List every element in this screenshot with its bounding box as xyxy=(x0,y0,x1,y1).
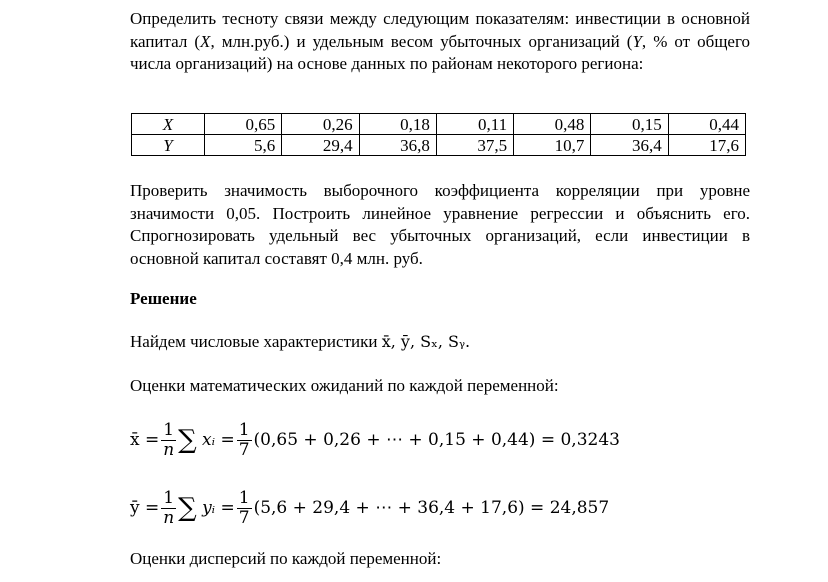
table-cell: 29,4 xyxy=(282,135,359,156)
sum-symbol: ∑ xyxy=(178,425,197,455)
table-cell: 0,44 xyxy=(668,114,745,135)
formula-y-mean: ȳ = $\frac{1}{n}$ ∑ yᵢ = $\frac{1}{7}$ (5,6 + 29,4 + ⋯ + 36,4 + 17,6) = 24,857 xyxy=(130,487,610,528)
table-cell: 10,7 xyxy=(514,135,591,156)
table-cell: 0,26 xyxy=(282,114,359,135)
data-table xyxy=(131,113,746,156)
table-cell: 37,5 xyxy=(436,135,513,156)
fraction-1-over-n: $\frac{1}{n}$ xyxy=(163,487,175,528)
table-cell: 0,48 xyxy=(514,114,591,135)
x-variable: X xyxy=(200,31,211,51)
characteristics-math: x̄, ȳ, Sₓ, Sᵧ. xyxy=(381,332,471,351)
formula-x-mean: x̄ = $\frac{1}{n}$ ∑ xᵢ = $\frac{1}{7}$ (0,65 + 0,26 + ⋯ + 0,15 + 0,44) = 0,3243 xyxy=(130,419,620,460)
table-cell: 36,8 xyxy=(359,135,436,156)
table-cell: 0,15 xyxy=(591,114,668,135)
fraction-1-over-n: $\frac{1}{n}$ xyxy=(163,419,175,460)
table-cell: 0,18 xyxy=(359,114,436,135)
solution-line-3: Оценки дисперсий по каждой переменной: xyxy=(130,549,442,568)
problem-text-3: , % от общего числа организаций) на основе данных по районам некоторого региона: xyxy=(130,31,750,73)
solution-heading: Решение xyxy=(130,289,197,308)
problem-statement xyxy=(130,8,750,76)
table-row xyxy=(132,114,746,135)
table-cell: 17,6 xyxy=(668,135,745,156)
solution-line-1: Найдем числовые характеристики x̄, ȳ, Sₓ, Sᵧ. xyxy=(130,332,471,351)
fraction-1-over-7: $\frac{1}{7}$ xyxy=(238,487,250,528)
y-variable: Y xyxy=(632,31,642,51)
sum-symbol: ∑ xyxy=(178,493,197,523)
table-cell: 36,4 xyxy=(591,135,668,156)
table-cell: 5,6 xyxy=(205,135,282,156)
row-label: Y xyxy=(132,135,205,156)
problem-text-2: , млн.руб.) и удельным весом убыточных организаций ( xyxy=(210,31,633,51)
table-cell: 0,65 xyxy=(205,114,282,135)
y-mean-expression: (5,6 + 29,4 + ⋯ + 36,4 + 17,6) = 24,857 xyxy=(253,498,610,518)
fraction-1-over-7: $\frac{1}{7}$ xyxy=(238,419,250,460)
problem-text-1: Определить тесноту связи между следующим показателям: инвестиции в основной капитал ( xyxy=(130,9,750,51)
task-text: Проверить значимость выборочного коэффициента корреляции при уровне значимости 0,05. Построить линейное уравнение регрессии и объяснить его. Спрогнозировать удельный вес убыточных организаций, если инвестиции в основной капитал составят 0,4 млн. руб. xyxy=(130,181,750,268)
table-row xyxy=(132,135,746,156)
solution-line-2: Оценки математических ожиданий по каждой переменной: xyxy=(130,376,559,395)
x-mean-expression: (0,65 + 0,26 + ⋯ + 0,15 + 0,44) = 0,3243 xyxy=(253,430,620,450)
row-label: X xyxy=(132,114,205,135)
table-cell: 0,11 xyxy=(436,114,513,135)
